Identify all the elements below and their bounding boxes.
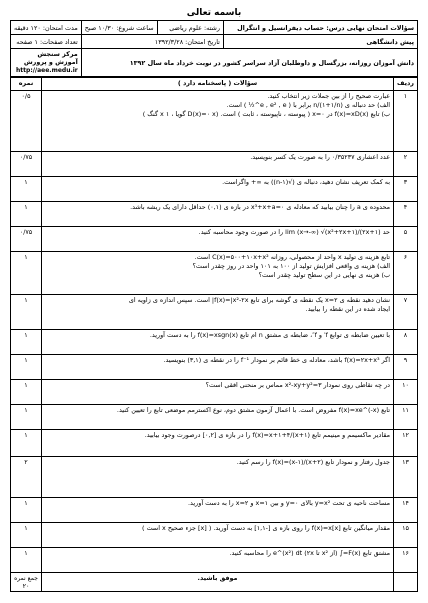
question-text — [42, 295, 394, 330]
question-line: حد lim (x→-∞) √(x²+۲x+۱)/(۲x+۱) را در صورت وجود محاسبه کنید. — [198, 228, 391, 236]
question-row — [11, 330, 418, 355]
question-line: تابع f(x)=xe^(-x) مفروض است. با اعمال آزمون مشتق دوم، نوع اکسترمم موضعی تابع را تعیین کنید. — [116, 406, 391, 414]
question-row — [11, 91, 418, 152]
center-name: مرکز سنجش آموزش و پرورش — [23, 50, 78, 66]
question-line: عبارت صحیح را از بین جملات زیر انتخاب کنید. — [267, 92, 391, 100]
question-line: مساحت ناحیه ی تحت y=x² بالای y=۰ و بین x=۱ و x=۲ را به دست آورید. — [188, 499, 391, 507]
question-row — [11, 457, 418, 498]
question-text — [42, 252, 394, 295]
question-score: ۲ — [11, 457, 42, 498]
question-line: نشان دهید نقطه ی x=۲ یک نقطه ی گوشه برای تابع f(x)=|x²-۲x| است. سپس اندازه ی زاویه ای — [128, 296, 391, 304]
question-line: در چه نقاطی روی نمودار x²-xy+y²=۳ مماس بر منحنی افقی است؟ — [205, 381, 391, 389]
question-number: ۸ — [394, 330, 418, 355]
question-line: جدول رفتار و نمودار تابع f(x)=(x-۱)/(x+۲) را رسم کنید. — [236, 458, 391, 466]
question-number: ۹ — [394, 355, 418, 380]
question-number: ۱ — [394, 91, 418, 152]
field-label: رشته: علوم ریاضی — [157, 21, 223, 35]
question-number: ۱۴ — [394, 498, 418, 523]
questions-table — [10, 77, 418, 592]
question-text — [42, 380, 394, 405]
questions-header: سؤالات ( پاسخنامه دارد ) — [42, 78, 394, 91]
question-line: مقدار میانگین تابع f(x)=x[x] را روی بازه ی [-۱,۱] به دست آورید. ( [x] جزء صحیح x است ) — [142, 524, 391, 532]
question-score: ۱ — [11, 330, 42, 355]
total-value: ۲۰ — [22, 582, 30, 590]
total-label: جمع نمره — [14, 575, 38, 582]
question-line: ایجاد شده در این نقطه را بیابید. — [305, 305, 391, 313]
question-line: با تعیین ضابطه ی توابع f′ و f″، ضابطه ی مشتق n ام تابع f(x)=xsgn(x) را به دست آورید. — [149, 331, 391, 339]
students-label: دانش آموزان روزانه، بزرگسال و داوطلبان آزاد سراسر کشور در نوبت خرداد ماه سال ۱۳۹۲ — [81, 49, 417, 77]
question-row — [11, 202, 418, 227]
question-score: ۱ — [11, 177, 42, 202]
question-text — [42, 548, 394, 573]
question-text — [42, 498, 394, 523]
question-text — [42, 405, 394, 430]
question-text — [42, 355, 394, 380]
question-line: مقادیر ماکسیمم و مینیمم تابع f(x)=x+۱+۴/(x+۱) را در بازه ی [۰,۲] درصورت وجود بیابید. — [144, 431, 391, 439]
question-number: ۱۱ — [394, 405, 418, 430]
success-message: موفق باشید. — [42, 573, 394, 592]
question-text — [42, 227, 394, 252]
exam-date: تاریخ امتحان: ۱۳۹۲/۳/۲۸ — [81, 35, 223, 49]
question-text — [42, 177, 394, 202]
total-score — [11, 573, 42, 592]
question-score: ۰/۷۵ — [11, 227, 42, 252]
question-text — [42, 202, 394, 227]
question-number: ۲ — [394, 152, 418, 177]
question-line: الف) هزینه ی واقعی افزایش تولید از ۱۰۰ به ۱۰۱ واحد در روز چقدر است؟ — [192, 262, 391, 270]
question-number: ۵ — [394, 227, 418, 252]
question-row — [11, 405, 418, 430]
question-line: به کمک تعریف نشان دهید، دنباله ی (√(n-۱)) به ∞+ واگراست. — [222, 178, 391, 186]
question-row — [11, 548, 418, 573]
question-score: ۱ — [11, 523, 42, 548]
course-label: سؤالات امتحان نهایی درس: حساب دیفرانسیل و انتگرال — [223, 21, 417, 35]
page-title: باسمه تعالی — [186, 8, 242, 18]
question-row — [11, 523, 418, 548]
question-number: ۱۰ — [394, 380, 418, 405]
question-text — [42, 152, 394, 177]
question-number: ۴ — [394, 202, 418, 227]
question-score: ۱ — [11, 355, 42, 380]
question-row — [11, 430, 418, 457]
question-score: ۰/۷۵ — [11, 152, 42, 177]
question-line: ب) هزینه ی نهایی در این سطح تولید چقدر است؟ — [258, 271, 391, 279]
question-score: ۱ — [11, 548, 42, 573]
duration: مدت امتحان: ۱۲۰ دقیقه — [11, 21, 82, 35]
question-text — [42, 523, 394, 548]
question-score: ۰/۵ — [11, 91, 42, 152]
start-time: ساعت شروع: ۱۰/۳۰ صبح — [81, 21, 157, 35]
question-number: ۱۳ — [394, 457, 418, 498]
question-row — [11, 498, 418, 523]
question-row — [11, 355, 418, 380]
question-text — [42, 457, 394, 498]
question-line: عدد اعشاری ۰/۳۵۲۳۷ را به صورت یک کسر بنویسید. — [250, 153, 391, 161]
page-count: تعداد صفحات: ۱ صفحه — [11, 35, 82, 49]
question-number: ۱۲ — [394, 430, 418, 457]
exam-page — [10, 6, 418, 596]
question-row — [11, 295, 418, 330]
question-text — [42, 430, 394, 457]
question-score: ۱ — [11, 202, 42, 227]
center-label — [11, 49, 82, 77]
level-label: پیش دانشگاهی — [223, 35, 417, 49]
question-line: الف) حد دنباله ی n/(۱+۱/n) برابر با ( e , e² , e^½ ) است. — [226, 101, 391, 109]
question-row — [11, 380, 418, 405]
question-score: ۱ — [11, 295, 42, 330]
question-number: ۱۵ — [394, 523, 418, 548]
question-score: ۱ — [11, 405, 42, 430]
question-line: اگر f(x)=۲x+x³ باشد، معادله ی خط قائم بر نمودار f⁻¹ را در نقطه ی (۳,۱) بنویسید. — [163, 356, 391, 364]
question-row — [11, 252, 418, 295]
score-header: نمره — [11, 78, 42, 91]
question-text — [42, 91, 394, 152]
question-number: ۱۶ — [394, 548, 418, 573]
question-line: تابع هزینه ی تولید x واحد از محصولی، روزانه C(x)=۵۰۰+۱۰x+x² است. — [194, 253, 391, 261]
question-score: ۱ — [11, 498, 42, 523]
question-row — [11, 152, 418, 177]
question-row — [11, 227, 418, 252]
question-line: محدوده ی a را چنان بیابید که معادله ی x³+x+a=۰ در بازه ی (۰,۱) حداقل دارای یک ریشه باشد. — [130, 203, 391, 211]
exam-header — [10, 20, 418, 77]
row-header: ردیف — [394, 78, 418, 91]
question-number: ۳ — [394, 177, 418, 202]
question-score: ۱ — [11, 380, 42, 405]
question-number: ۶ — [394, 252, 418, 295]
question-row — [11, 177, 418, 202]
question-score: ۱ — [11, 430, 42, 457]
center-website[interactable]: http://aee.medu.ir — [16, 67, 78, 74]
question-score: ۱ — [11, 252, 42, 295]
question-line: ب) تابع f(x)=xD(x) در x=۰ ( پیوسته ، ناپیوسته ، ثابت ) است. (D(x)=۰ x گویا ، ۱ x گنگ ) — [142, 110, 391, 118]
question-line: مشتق تابع F(x)=∫ (از x² تا ۲x) e^(x²) dt را محاسبه کنید. — [229, 549, 391, 557]
question-number: ۷ — [394, 295, 418, 330]
question-text — [42, 330, 394, 355]
